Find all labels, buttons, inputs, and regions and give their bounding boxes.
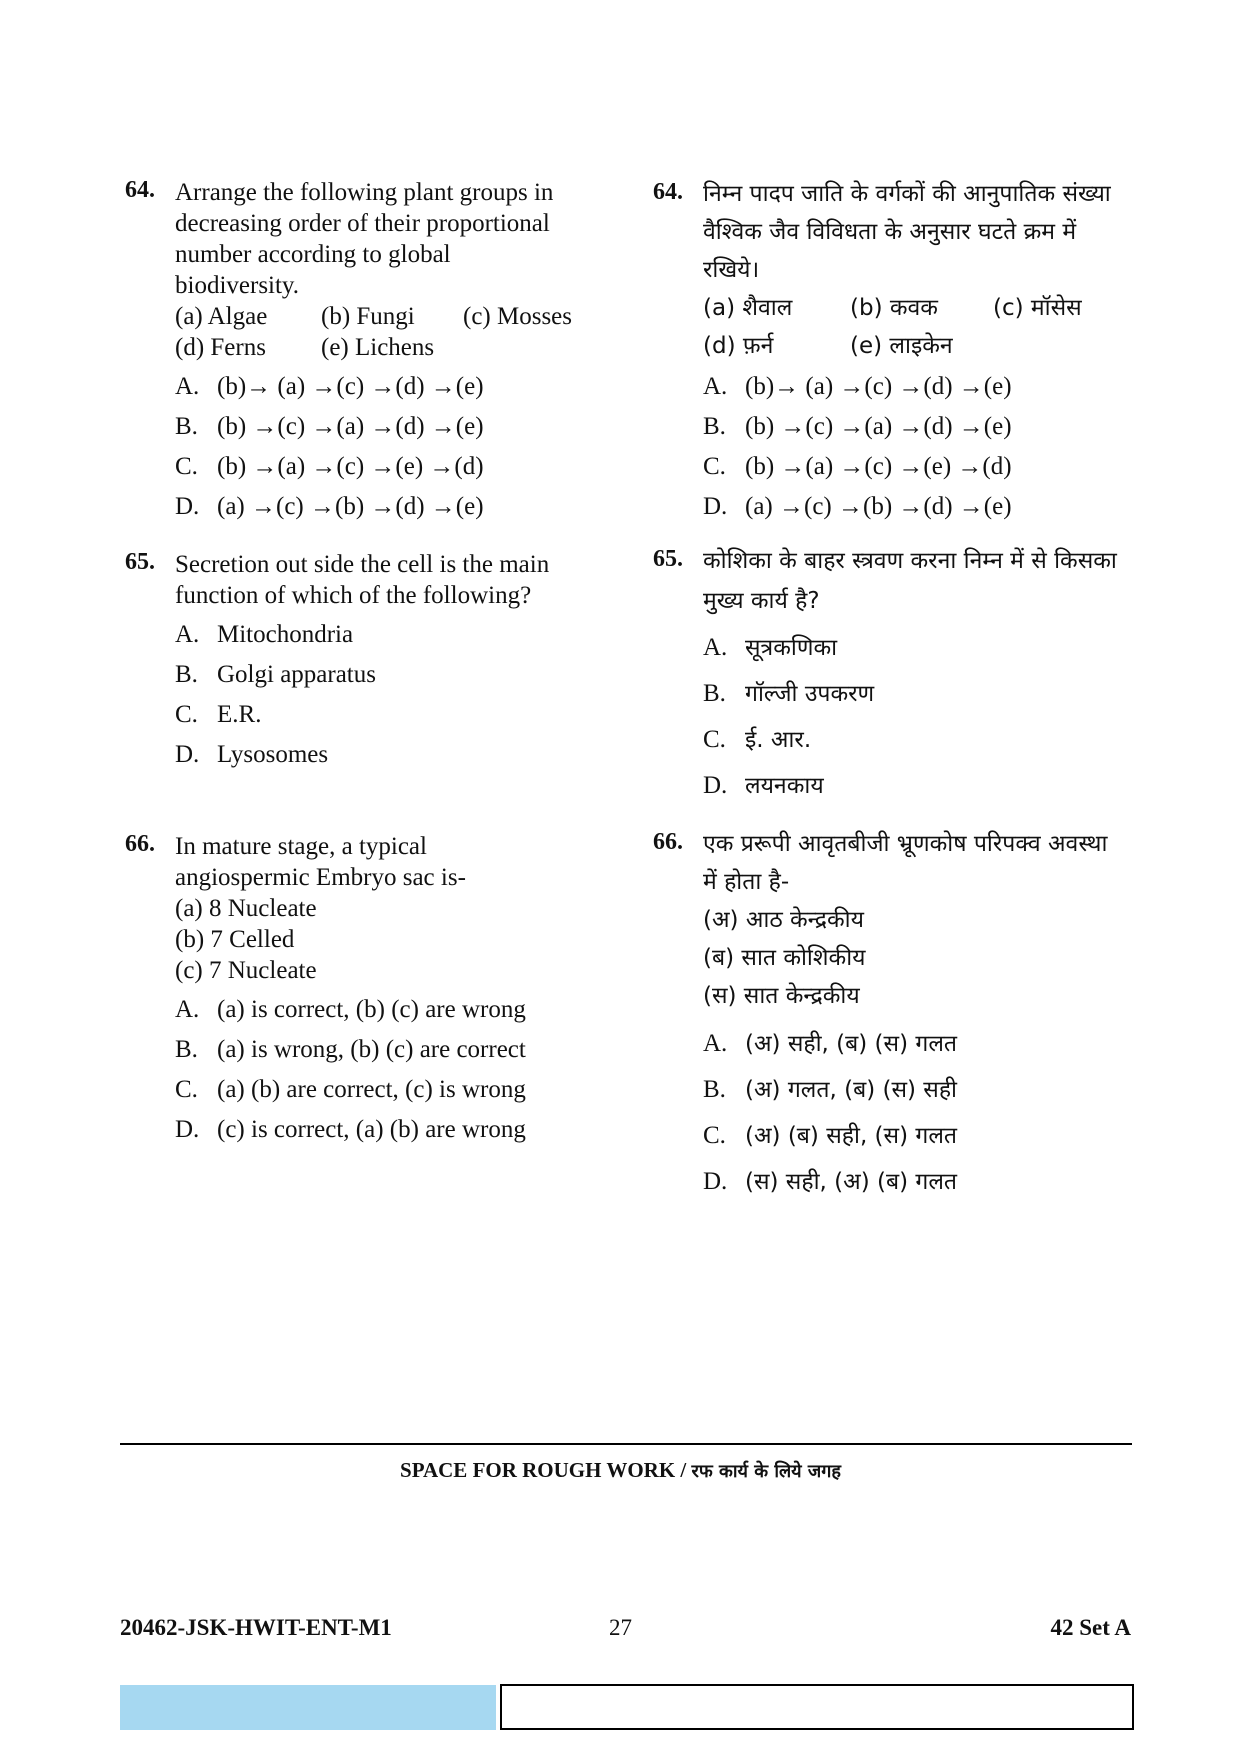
answer-option-d[interactable]: D. (a) →(c) →(b) →(d) →(e) <box>175 493 484 520</box>
answer-option-b[interactable]: B. Golgi apparatus <box>175 661 376 688</box>
items-row: (a) शैवाल (b) कवक (c) मॉसेस <box>703 295 1082 321</box>
question-66-hi <box>653 825 1143 1205</box>
answer-option-b[interactable]: B. (b) →(c) →(a) →(d) →(e) <box>175 413 484 440</box>
answer-option-d[interactable]: D. (स) सही, (अ) (ब) गलत <box>703 1168 958 1195</box>
answer-option-b[interactable]: B. (b) →(c) →(a) →(d) →(e) <box>703 413 1012 440</box>
items-row: (d) Ferns (e) Lichens <box>175 334 435 361</box>
answer-option-c[interactable]: C. E.R. <box>175 701 262 728</box>
items-row: (ब) सात कोशिकीय <box>703 945 866 971</box>
answer-option-b[interactable]: B. (a) is wrong, (b) (c) are correct <box>175 1036 526 1063</box>
question-text: एक प्ररूपी आवृतबीजी भ्रूणकोष परिपक्व अवस्था में होता है- <box>703 831 1108 895</box>
items-row: (b) 7 Celled <box>175 926 295 953</box>
answer-option-a[interactable]: A. (a) is correct, (b) (c) are wrong <box>175 996 526 1023</box>
question-66-en <box>125 831 605 1145</box>
answer-option-c[interactable]: C. (अ) (ब) सही, (स) गलत <box>703 1122 958 1149</box>
answer-option-a[interactable]: A. (b)→ (a) →(c) →(d) →(e) <box>175 373 484 400</box>
answer-option-d[interactable]: D. (a) →(c) →(b) →(d) →(e) <box>703 493 1012 520</box>
paper-code: 20462-JSK-HWIT-ENT-M1 <box>120 1615 392 1640</box>
question-text: कोशिका के बाहर स्त्रवण करना निम्न में से किसका मुख्य कार्य है? <box>703 548 1117 614</box>
question-number: 65. <box>125 549 155 575</box>
rough-work-label: SPACE FOR ROUGH WORK / रफ कार्य के लिये जगह <box>400 1458 841 1482</box>
question-64-hi <box>653 175 1143 527</box>
answer-option-c[interactable]: C. (a) (b) are correct, (c) is wrong <box>175 1076 526 1103</box>
footer-color-bar <box>120 1685 496 1730</box>
items-row: (a) 8 Nucleate <box>175 895 317 922</box>
answer-option-b[interactable]: B. गॉल्जी उपकरण <box>703 680 875 707</box>
items-row: (c) 7 Nucleate <box>175 957 317 984</box>
question-text: In mature stage, a typical angiospermic Embryo sac is- <box>175 833 466 891</box>
footer-empty-box <box>500 1684 1134 1730</box>
answer-option-a[interactable]: A. सूत्रकणिका <box>703 634 838 661</box>
question-number: 64. <box>125 177 155 203</box>
answer-option-d[interactable]: D. Lysosomes <box>175 741 329 768</box>
answer-option-c[interactable]: C. (b) →(a) →(c) →(e) →(d) <box>703 453 1012 480</box>
answer-option-d[interactable]: D. लयनकाय <box>703 772 824 799</box>
question-number: 64. <box>653 179 683 205</box>
question-65-en <box>125 549 605 770</box>
set-label: 42 Set A <box>1050 1615 1131 1640</box>
question-text: Secretion out side the cell is the main function of which of the following? <box>175 551 550 609</box>
question-number: 65. <box>653 546 683 572</box>
page-number: 27 <box>609 1615 632 1640</box>
items-row: (d) फ़र्न (e) लाइकेन <box>703 333 953 359</box>
answer-option-c[interactable]: C. (b) →(a) →(c) →(e) →(d) <box>175 453 484 480</box>
rough-work-area[interactable] <box>120 1495 1132 1595</box>
question-number: 66. <box>653 829 683 855</box>
items-row: (स) सात केन्द्रकीय <box>703 983 860 1009</box>
question-text: निम्न पादप जाति के वर्गकों की आनुपातिक संख्या वैश्विक जैव विविधता के अनुसार घटते क्रम में रखिये। <box>703 181 1111 283</box>
question-text: Arrange the following plant groups in decreasing order of their proportional number according to global biodiversity. <box>175 179 554 299</box>
answer-option-a[interactable]: A. (b)→ (a) →(c) →(d) →(e) <box>703 373 1012 400</box>
question-number: 66. <box>125 831 155 857</box>
items-row: (अ) आठ केन्द्रकीय <box>703 907 864 933</box>
answer-option-a[interactable]: A. (अ) सही, (ब) (स) गलत <box>703 1030 958 1057</box>
question-64-en <box>125 177 605 522</box>
items-row: (a) Algae (b) Fungi (c) Mosses <box>175 303 573 330</box>
answer-option-a[interactable]: A. Mitochondria <box>175 621 354 648</box>
rough-work-divider <box>120 1443 1132 1445</box>
answer-option-b[interactable]: B. (अ) गलत, (ब) (स) सही <box>703 1076 958 1103</box>
answer-option-c[interactable]: C. ई. आर. <box>703 726 812 753</box>
question-65-hi <box>653 541 1143 809</box>
answer-option-d[interactable]: D. (c) is correct, (a) (b) are wrong <box>175 1116 526 1143</box>
